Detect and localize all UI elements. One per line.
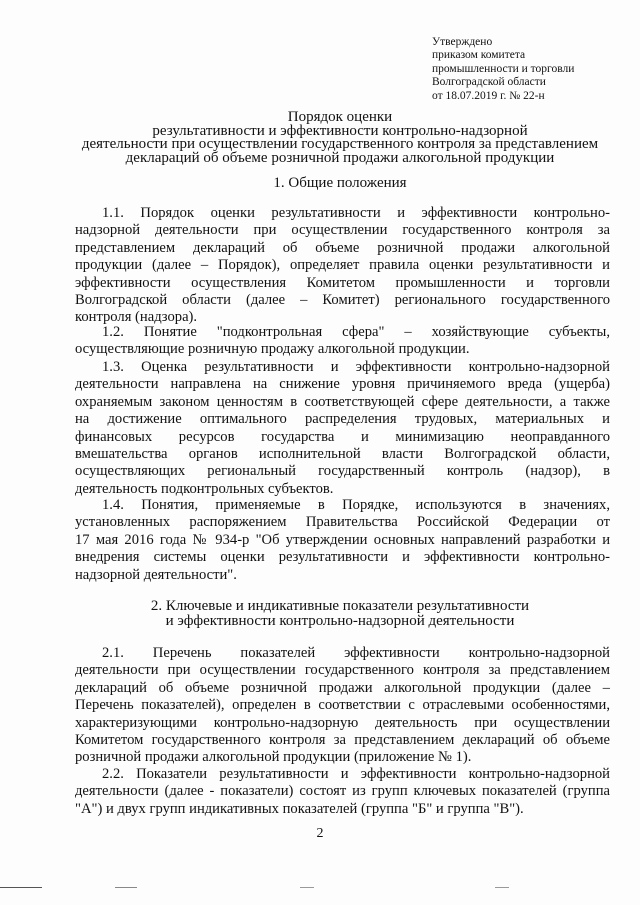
text-line: установленных распоряжением Правительства Российской Федерации от	[75, 514, 610, 531]
scan-artifact-line	[300, 887, 314, 888]
text-line: деклараций об объеме розничной продажи алкогольной продукции (далее –	[75, 679, 610, 696]
text-line: характеризующими контрольно-надзорную деятельность при осуществлении	[75, 714, 610, 731]
text-line: 17 мая 2016 года № 934-р "Об утверждении основных направлений разработки и	[75, 531, 610, 548]
text-line: вмешательства органов исполнительной власти Волгоградской области,	[75, 446, 610, 463]
text-line: надзорной деятельности при осуществлении государственного контроля за	[75, 222, 610, 239]
text-line: финансовых ресурсов государства и минимизацию неоправданного	[75, 428, 610, 445]
text-line: деятельности направлена на снижение уровня причиняемого вреда (ущерба)	[75, 376, 610, 393]
approval-line: от 18.07.2019 г. № 22-н	[432, 89, 545, 102]
text-line: надзорной деятельности".	[75, 566, 237, 583]
approval-line: приказом комитета	[432, 49, 526, 62]
text-line: 2.1. Перечень показателей эффективности контрольно-надзорной	[102, 645, 610, 661]
approval-line: Волгоградской области	[432, 76, 546, 89]
section-1-heading	[70, 176, 610, 191]
text-line: продукции (далее – Порядок), определяет правила оценки результативности и	[75, 257, 610, 274]
text-line: 1.1. Порядок оценки результативности и эффективности контрольно-	[102, 205, 610, 221]
paragraph-1-2	[75, 324, 610, 359]
section-2-heading	[70, 599, 610, 629]
text-line: на достижение оптимального распределения трудовых, материальных и	[75, 411, 610, 428]
text-line: "А") и двух групп индикативных показателей (группа "Б" и группа "В").	[75, 800, 524, 817]
paragraph-1-3	[75, 359, 610, 498]
title-line: деятельности при осуществлении государственного контроля за представлением	[81, 136, 599, 152]
text-line: деятельности (далее - показатели) состоят из групп ключевых показателей (группа	[75, 783, 610, 800]
text-line: деятельность подконтрольных субъектов.	[75, 480, 334, 497]
scan-artifact-line	[495, 887, 509, 888]
text-line: Комитетом государственного контроля за представлением деклараций об объеме	[75, 732, 610, 749]
document-title	[70, 111, 610, 165]
text-line: охраняемым законом ценностям в соответствующей сфере деятельности, а также	[75, 393, 610, 410]
text-line: 2.2. Показатели результативности и эффективности контрольно-надзорной	[102, 766, 610, 782]
text-line: внедрения системы оценки результативности и эффективности контрольно-	[75, 549, 610, 566]
title-line: результативности и эффективности контрольно-надзорной	[152, 122, 528, 139]
approval-line: промышленности и торговли	[432, 62, 575, 75]
section-heading-line: 2. Ключевые и индикативные показатели результативности	[150, 598, 530, 614]
page-number: 2	[316, 826, 324, 841]
text-line: Перечень показателей), определен в соответствии с отраслевыми особенностями,	[75, 697, 610, 714]
text-line: деятельности при осуществлении государственного контроля за представлением	[75, 662, 610, 679]
text-line: эффективности осуществления Комитетом промышленности и торговли	[75, 274, 610, 291]
text-line: розничной продажи алкогольной продукции (приложение № 1).	[75, 749, 472, 766]
title-line: Порядок оценки	[287, 109, 393, 125]
text-line: 1.4. Понятия, применяемые в Порядке, используются в значениях,	[102, 497, 610, 513]
text-line: осуществляющих региональный государственный контроль (надзор), в	[75, 463, 610, 480]
section-heading-line: и эффективности контрольно-надзорной деятельности	[165, 613, 515, 629]
text-line: контроля (надзора).	[75, 309, 198, 326]
approval-stamp	[432, 36, 574, 103]
paragraph-1-4	[75, 497, 610, 584]
paragraph-2-1	[75, 645, 610, 767]
title-line: деклараций об объеме розничной продажи алкогольной продукции	[125, 149, 555, 166]
section-heading-line: 1. Общие положения	[273, 175, 407, 191]
text-line: представлением деклараций об объеме розничной продажи алкогольной	[75, 239, 610, 256]
approval-line: Утверждено	[432, 36, 493, 48]
scan-artifact-line	[115, 887, 137, 888]
text-line: 1.3. Оценка результативности и эффективности контрольно-надзорной	[102, 359, 610, 375]
paragraph-2-2	[75, 766, 610, 818]
paragraph-1-1	[75, 205, 610, 327]
text-line: Волгоградской области (далее – Комитет) регионального государственного	[75, 292, 610, 309]
text-line: осуществляющие розничную продажу алкогольной продукции.	[75, 341, 470, 358]
text-line: 1.2. Понятие "подконтрольная сфера" – хозяйствующие субъекты,	[102, 324, 610, 340]
scan-artifact-line	[0, 887, 42, 888]
